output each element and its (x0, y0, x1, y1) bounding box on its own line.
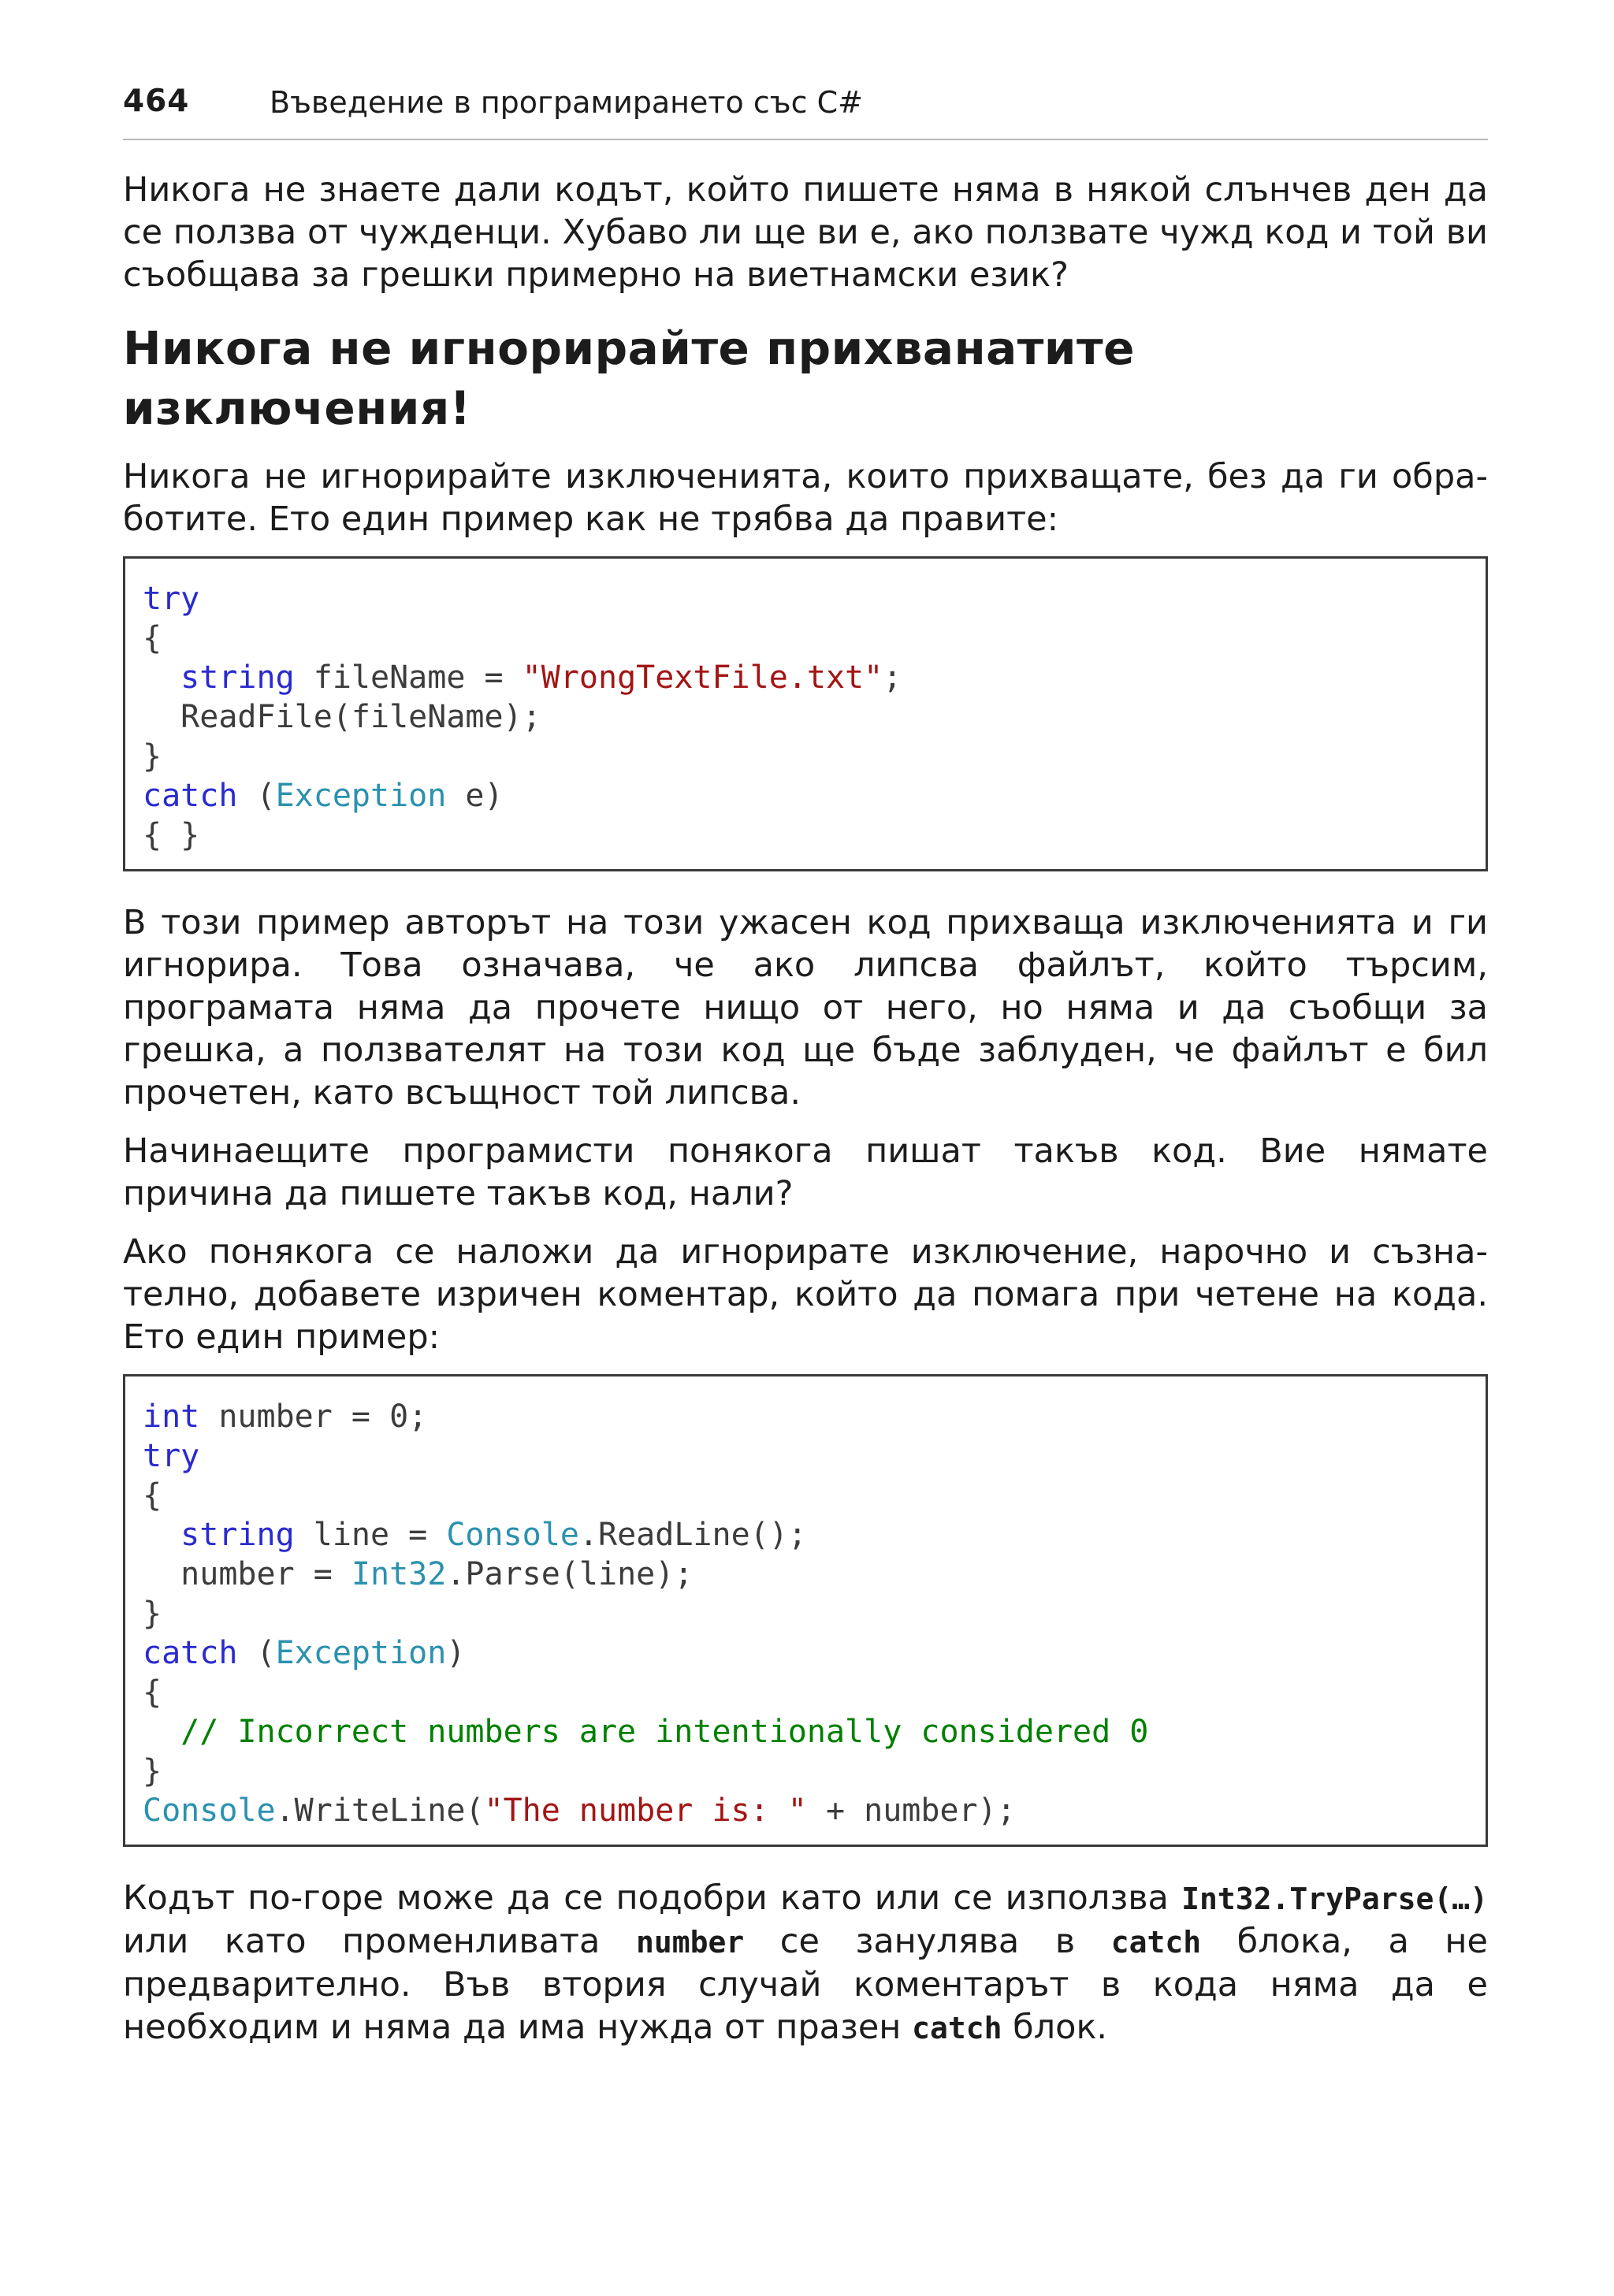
intro-paragraph: Никога не знаете дали кодът, който пишете няма в някой слънчев ден да се ползва от чужденци. Хубаво ли ще ви е, ако ползвате чужд код и той ви съобщава за грешки примерно на виетнамски език? (123, 170, 1488, 295)
code-text: .WriteLine( (275, 1793, 485, 1829)
code-type: Console (143, 1793, 276, 1829)
paragraph-after-code1: В този пример авторът на този ужасен код прихваща изключенията и ги игнорира. Това означава, че ако липсва файлът, който търсим, програмата няма да прочете нищо от него, но няма и да съобщи за грешка, а ползвателят на този код ще бъде заблуден, че файлът е бил прочетен, като всъщност той липсва. (123, 903, 1488, 1113)
code-text: e) (446, 778, 504, 814)
code-type: Int32 (351, 1556, 447, 1592)
code-text: number = (143, 1556, 351, 1592)
code-indent (143, 659, 180, 696)
code-line (143, 1436, 1468, 1476)
code-indent (143, 1517, 180, 1553)
final-text: се занулява в (744, 1922, 1111, 1961)
code-keyword: int (143, 1399, 200, 1435)
code-text: ) (446, 1635, 466, 1671)
code-line (143, 1515, 1468, 1555)
code-line (143, 579, 1468, 619)
code-line: ReadFile(fileName); (143, 699, 541, 735)
code-keyword: try (143, 581, 200, 617)
code-string: "The number is: " (484, 1793, 807, 1829)
code-string: "WrongTextFile.txt" (522, 659, 883, 696)
code-text: .ReadLine(); (578, 1517, 807, 1553)
code-text: ; (883, 659, 902, 696)
code-text: line = (294, 1517, 447, 1553)
code-line (143, 1791, 1468, 1830)
code-text: ( (237, 1635, 276, 1671)
code-keyword: try (143, 1438, 200, 1474)
code-text: ( (237, 778, 276, 814)
final-text: блока, а не предварително. Във втория случай коментарът в кода няма да е необходим и няма да има нужда от празен (123, 1922, 1489, 2047)
code-line: } (143, 1753, 162, 1789)
section-title: Никога не игнорирайте прихванатите изключения! (123, 321, 1135, 435)
page-number: 464 (123, 84, 190, 119)
final-paragraph (123, 1877, 1488, 2049)
code-line (143, 1712, 1468, 1752)
paragraph-beginners: Начинаещите програмисти понякога пишат такъв код. Вие нямате причина да пишете такъв код, нали? (123, 1131, 1488, 1213)
code-example-commented-catch (123, 1374, 1488, 1847)
code-text: fileName = (294, 659, 523, 696)
code-line: } (143, 1596, 162, 1632)
final-text: блок. (1002, 2008, 1108, 2047)
code-type: Console (446, 1517, 579, 1553)
code-line: } (143, 738, 162, 775)
code-keyword: string (180, 659, 295, 696)
code-line: { (143, 1674, 162, 1711)
code-keyword: string (180, 1517, 295, 1553)
inline-code-number: number (635, 1925, 745, 1960)
code-line (143, 776, 1468, 815)
code-line (143, 1397, 1468, 1436)
inline-code-catch: catch (912, 2011, 1002, 2045)
code-line: { (143, 1477, 162, 1514)
code-example-empty-catch (123, 556, 1488, 871)
code-text: number = 0; (199, 1399, 428, 1435)
code-text: + number); (806, 1793, 1016, 1829)
code-indent (143, 1714, 180, 1750)
code-type: Exception (275, 778, 447, 814)
final-text: или като променливата (123, 1922, 636, 1961)
inline-code-catch: catch (1110, 1925, 1202, 1960)
code-line (143, 1555, 1468, 1594)
code-line (143, 658, 1468, 697)
section-intro-paragraph: Никога не игнорирайте изключенията, които прихващате, без да ги обработите. Ето един пример как не трябва да правите: (123, 457, 1488, 539)
book-title: Въведение в програмирането със C# (270, 85, 863, 120)
paragraph-comment-advice: Ако понякога се наложи да игнорирате изключение, нарочно и съзнателно, добавете изричен коментар, който да помага при четене на кода. Ето един пример: (123, 1232, 1488, 1357)
code-comment: // Incorrect numbers are intentionally considered 0 (180, 1714, 1149, 1750)
final-text: Кодът по-горе може да се подобри като или се използва (123, 1878, 1182, 1918)
code-keyword: catch (143, 1635, 238, 1671)
code-line (143, 1633, 1468, 1673)
inline-code-tryparse: Int32.TryParse(…) (1181, 1882, 1488, 1916)
code-line: { } (143, 817, 200, 853)
code-type: Exception (275, 1635, 447, 1671)
code-keyword: catch (143, 778, 238, 814)
code-line: { (143, 620, 162, 656)
code-text: .Parse(line); (446, 1556, 694, 1592)
page-content (123, 169, 1488, 2065)
page-header (123, 79, 1488, 140)
